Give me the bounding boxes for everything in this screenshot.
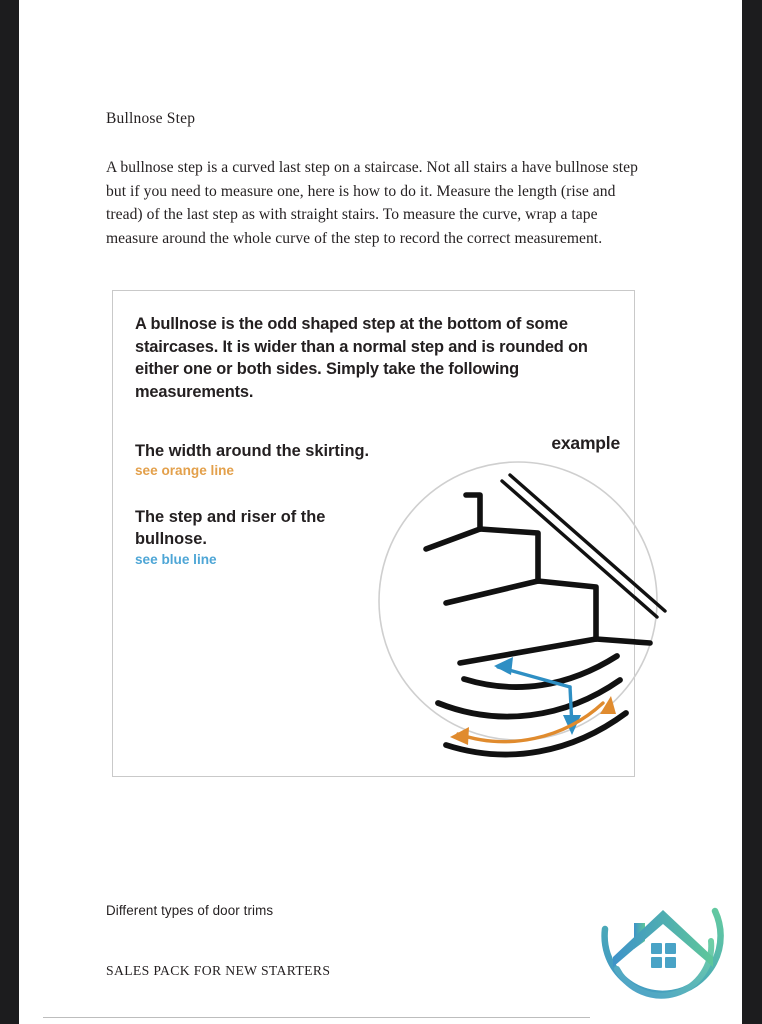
logo-roof xyxy=(613,910,713,967)
bullnose-staircase-diagram xyxy=(368,451,668,751)
staircase-lines xyxy=(426,495,650,663)
footer-note: Different types of door trims xyxy=(106,903,274,918)
document-page xyxy=(19,0,742,1024)
diagram-circle-outline xyxy=(379,462,657,740)
page-bottom-rule xyxy=(43,1017,590,1018)
logo-window xyxy=(651,943,676,968)
measurement-2-title: The step and riser of the bullnose. xyxy=(135,508,326,548)
measurement-1-title: The width around the skirting. xyxy=(135,442,370,460)
house-logo xyxy=(587,877,739,1017)
footer-title: SALES PACK FOR NEW STARTERS xyxy=(106,963,331,978)
info-box-intro-text: A bullnose is the odd shaped step at the bottom of some staircases. It is wider than a normal step and is rounded on either one or both sides. Simply take the following measurements. xyxy=(135,315,588,401)
measurement-1-note: see orange line xyxy=(135,463,234,478)
bullnose-info-box xyxy=(112,290,635,777)
blue-arrowhead-step xyxy=(494,657,513,675)
document-page-content xyxy=(19,0,742,1024)
handrail xyxy=(502,475,665,617)
example-label: example xyxy=(551,433,620,453)
orange-arrowhead-left xyxy=(450,727,469,745)
page-title: Bullnose Step xyxy=(106,110,196,127)
measurement-2-note: see blue line xyxy=(135,552,217,567)
body-paragraph: A bullnose step is a curved last step on a staircase. Not all stairs a have bullnose step but if you need to measure one, here is how to do it. Measure the length (rise and tread) of the last step as with straight stairs. To measure the curve, wrap a tape measure around the whole curve of the step to record the correct measurement. xyxy=(106,159,638,247)
